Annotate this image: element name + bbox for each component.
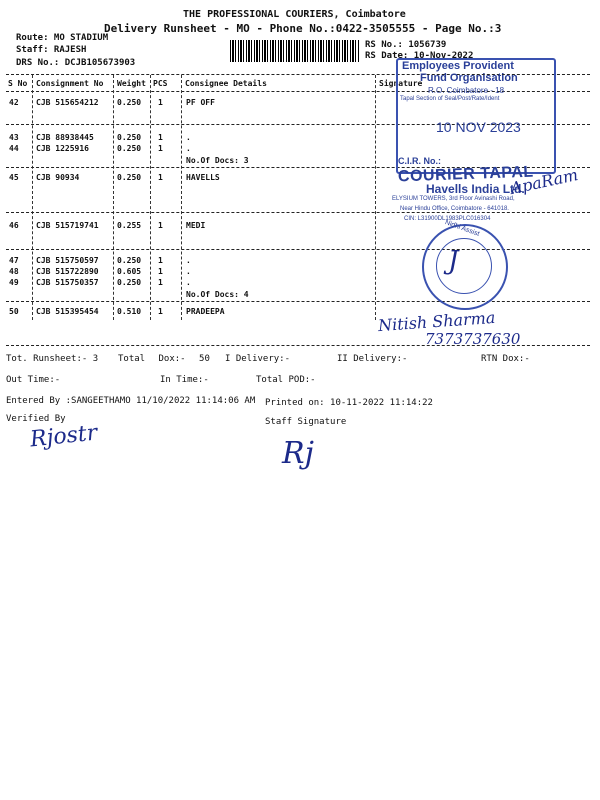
printed-on: Printed on: 10-11-2022 11:14:22 xyxy=(265,398,433,408)
col-pcs: PCS xyxy=(153,79,168,88)
staff-signature-label: Staff Signature xyxy=(265,417,347,427)
row-sno: 43 xyxy=(9,133,19,142)
row-sno: 46 xyxy=(9,221,19,230)
epfo-stamp-line3: R.O. Coimbatore - 18 xyxy=(428,86,505,95)
row-sno: 44 xyxy=(9,144,19,153)
entered-by: Entered By :SANGEETHAMO 11/10/2022 11:14:06 AM xyxy=(6,396,256,406)
row-consignee: MEDI xyxy=(186,221,206,230)
col-divider xyxy=(32,75,33,320)
row-weight: 0.250 xyxy=(117,98,142,107)
row-consignee: . xyxy=(186,267,191,276)
col-sno: S No xyxy=(8,79,28,88)
seal-text: Nidhi Assist xyxy=(443,219,481,238)
row-weight: 0.250 xyxy=(117,278,142,287)
row-consignee: . xyxy=(186,256,191,265)
staff-label: Staff: RAJESH xyxy=(16,45,87,55)
row-consignment: CJB 1225916 xyxy=(36,144,89,153)
epfo-stamp-line4: Tapal Section of Seal/Post/Rate/Ident xyxy=(400,96,500,102)
row-sno: 47 xyxy=(9,256,19,265)
col-divider xyxy=(375,75,376,320)
staff-signature: Rj xyxy=(282,436,314,471)
cir-label: C.I.R. No.: xyxy=(398,156,441,166)
row-sno: 49 xyxy=(9,278,19,287)
row-consignee: . xyxy=(186,144,191,153)
row-pcs: 1 xyxy=(158,98,163,107)
row-sno: 50 xyxy=(9,307,19,316)
row-weight: 0.255 xyxy=(117,221,142,230)
row-consignment: CJB 515750357 xyxy=(36,278,99,287)
stamp-date: 10 NOV 2023 xyxy=(436,119,521,135)
col-weight: Weight xyxy=(117,79,146,88)
row-pcs: 1 xyxy=(158,267,163,276)
verified-by: Verified By xyxy=(6,414,66,424)
col-consignee: Consignee Details xyxy=(185,79,267,88)
drs-number: DRS No.: DCJB105673903 xyxy=(16,58,136,68)
row-consignee: PRADEEPA xyxy=(186,307,225,316)
rtn-dox: RTN Dox:- xyxy=(481,354,530,364)
havells-address-2: Near Hindu Office, Coimbatore - 641018. xyxy=(400,206,509,212)
row-consignee: HAVELLS xyxy=(186,173,220,182)
epfo-stamp-line2: Fund Organisation xyxy=(420,72,518,84)
row-pcs: 1 xyxy=(158,221,163,230)
in-time: In Time:- xyxy=(160,375,209,385)
epfo-stamp-line1: Employees Provident xyxy=(402,60,514,72)
phone-number: 7373737630 xyxy=(425,330,521,348)
rs-number: RS No.: 1056739 xyxy=(365,40,447,50)
row-consignment: CJB 88938445 xyxy=(36,133,94,142)
col-divider xyxy=(181,75,182,320)
row-pcs: 1 xyxy=(158,256,163,265)
company-title: THE PROFESSIONAL COURIERS, Coimbatore xyxy=(183,9,406,20)
havells-cin: CIN: L31900DL1983PLC016304 xyxy=(404,216,491,222)
col-divider xyxy=(113,75,114,320)
total-dox: Total Dox:- 50 xyxy=(118,354,210,364)
row-consignment: CJB 90934 xyxy=(36,173,80,182)
row-pcs: 1 xyxy=(158,307,163,316)
row-consignment: CJB 515719741 xyxy=(36,221,99,230)
row-weight: 0.605 xyxy=(117,267,142,276)
col-signature: Signature xyxy=(379,79,423,88)
row-consignee: PF OFF xyxy=(186,98,215,107)
verified-signature: Rjostr xyxy=(28,420,99,453)
barcode xyxy=(230,40,360,62)
divider xyxy=(6,212,590,213)
row-consignment: CJB 515395454 xyxy=(36,307,99,316)
row-pcs: 1 xyxy=(158,144,163,153)
seal-signature: J xyxy=(448,246,459,276)
total-runsheet: Tot. Runsheet:- 3 xyxy=(6,354,99,364)
rs-date: RS Date: 10-Nov-2022 xyxy=(365,51,474,61)
ii-delivery: II Delivery:- xyxy=(337,354,408,364)
tapal-signature: ApaRam xyxy=(508,165,580,198)
row-weight: 0.250 xyxy=(117,173,142,182)
row-weight: 0.250 xyxy=(117,133,142,142)
row-sno: 42 xyxy=(9,98,19,107)
courier-tapal: COURIER TAPAL xyxy=(397,163,534,186)
row-consignee: . xyxy=(186,278,191,287)
col-divider xyxy=(150,75,151,320)
havells-address-1: ELYSIUM TOWERS, 3rd Floor Avinashi Road, xyxy=(392,196,515,202)
receiver-signature: Nitish Sharma xyxy=(377,307,496,336)
row-consignment: CJB 515750597 xyxy=(36,256,99,265)
col-consignment: Consignment No xyxy=(36,79,104,88)
i-delivery: I Delivery:- xyxy=(225,354,291,364)
row-consignment: CJB 515654212 xyxy=(36,98,99,107)
docs-count: No.Of Docs: 4 xyxy=(186,290,249,299)
divider xyxy=(6,301,590,302)
row-pcs: 1 xyxy=(158,173,163,182)
havells-name: Havells India Ltd. xyxy=(426,182,525,196)
route-label: Route: MO STADIUM xyxy=(16,33,109,43)
row-pcs: 1 xyxy=(158,278,163,287)
docs-count: No.Of Docs: 3 xyxy=(186,156,249,165)
row-pcs: 1 xyxy=(158,133,163,142)
round-seal-inner xyxy=(436,238,492,294)
row-weight: 0.250 xyxy=(117,144,142,153)
row-weight: 0.510 xyxy=(117,307,142,316)
out-time: Out Time:- xyxy=(6,375,61,385)
runsheet-title: Delivery Runsheet - MO - Phone No.:0422-3505555 - Page No.:3 xyxy=(104,22,502,35)
row-weight: 0.250 xyxy=(117,256,142,265)
row-sno: 45 xyxy=(9,173,19,182)
row-sno: 48 xyxy=(9,267,19,276)
row-consignment: CJB 515722890 xyxy=(36,267,99,276)
row-consignee: . xyxy=(186,133,191,142)
total-pod: Total POD:- xyxy=(256,375,316,385)
